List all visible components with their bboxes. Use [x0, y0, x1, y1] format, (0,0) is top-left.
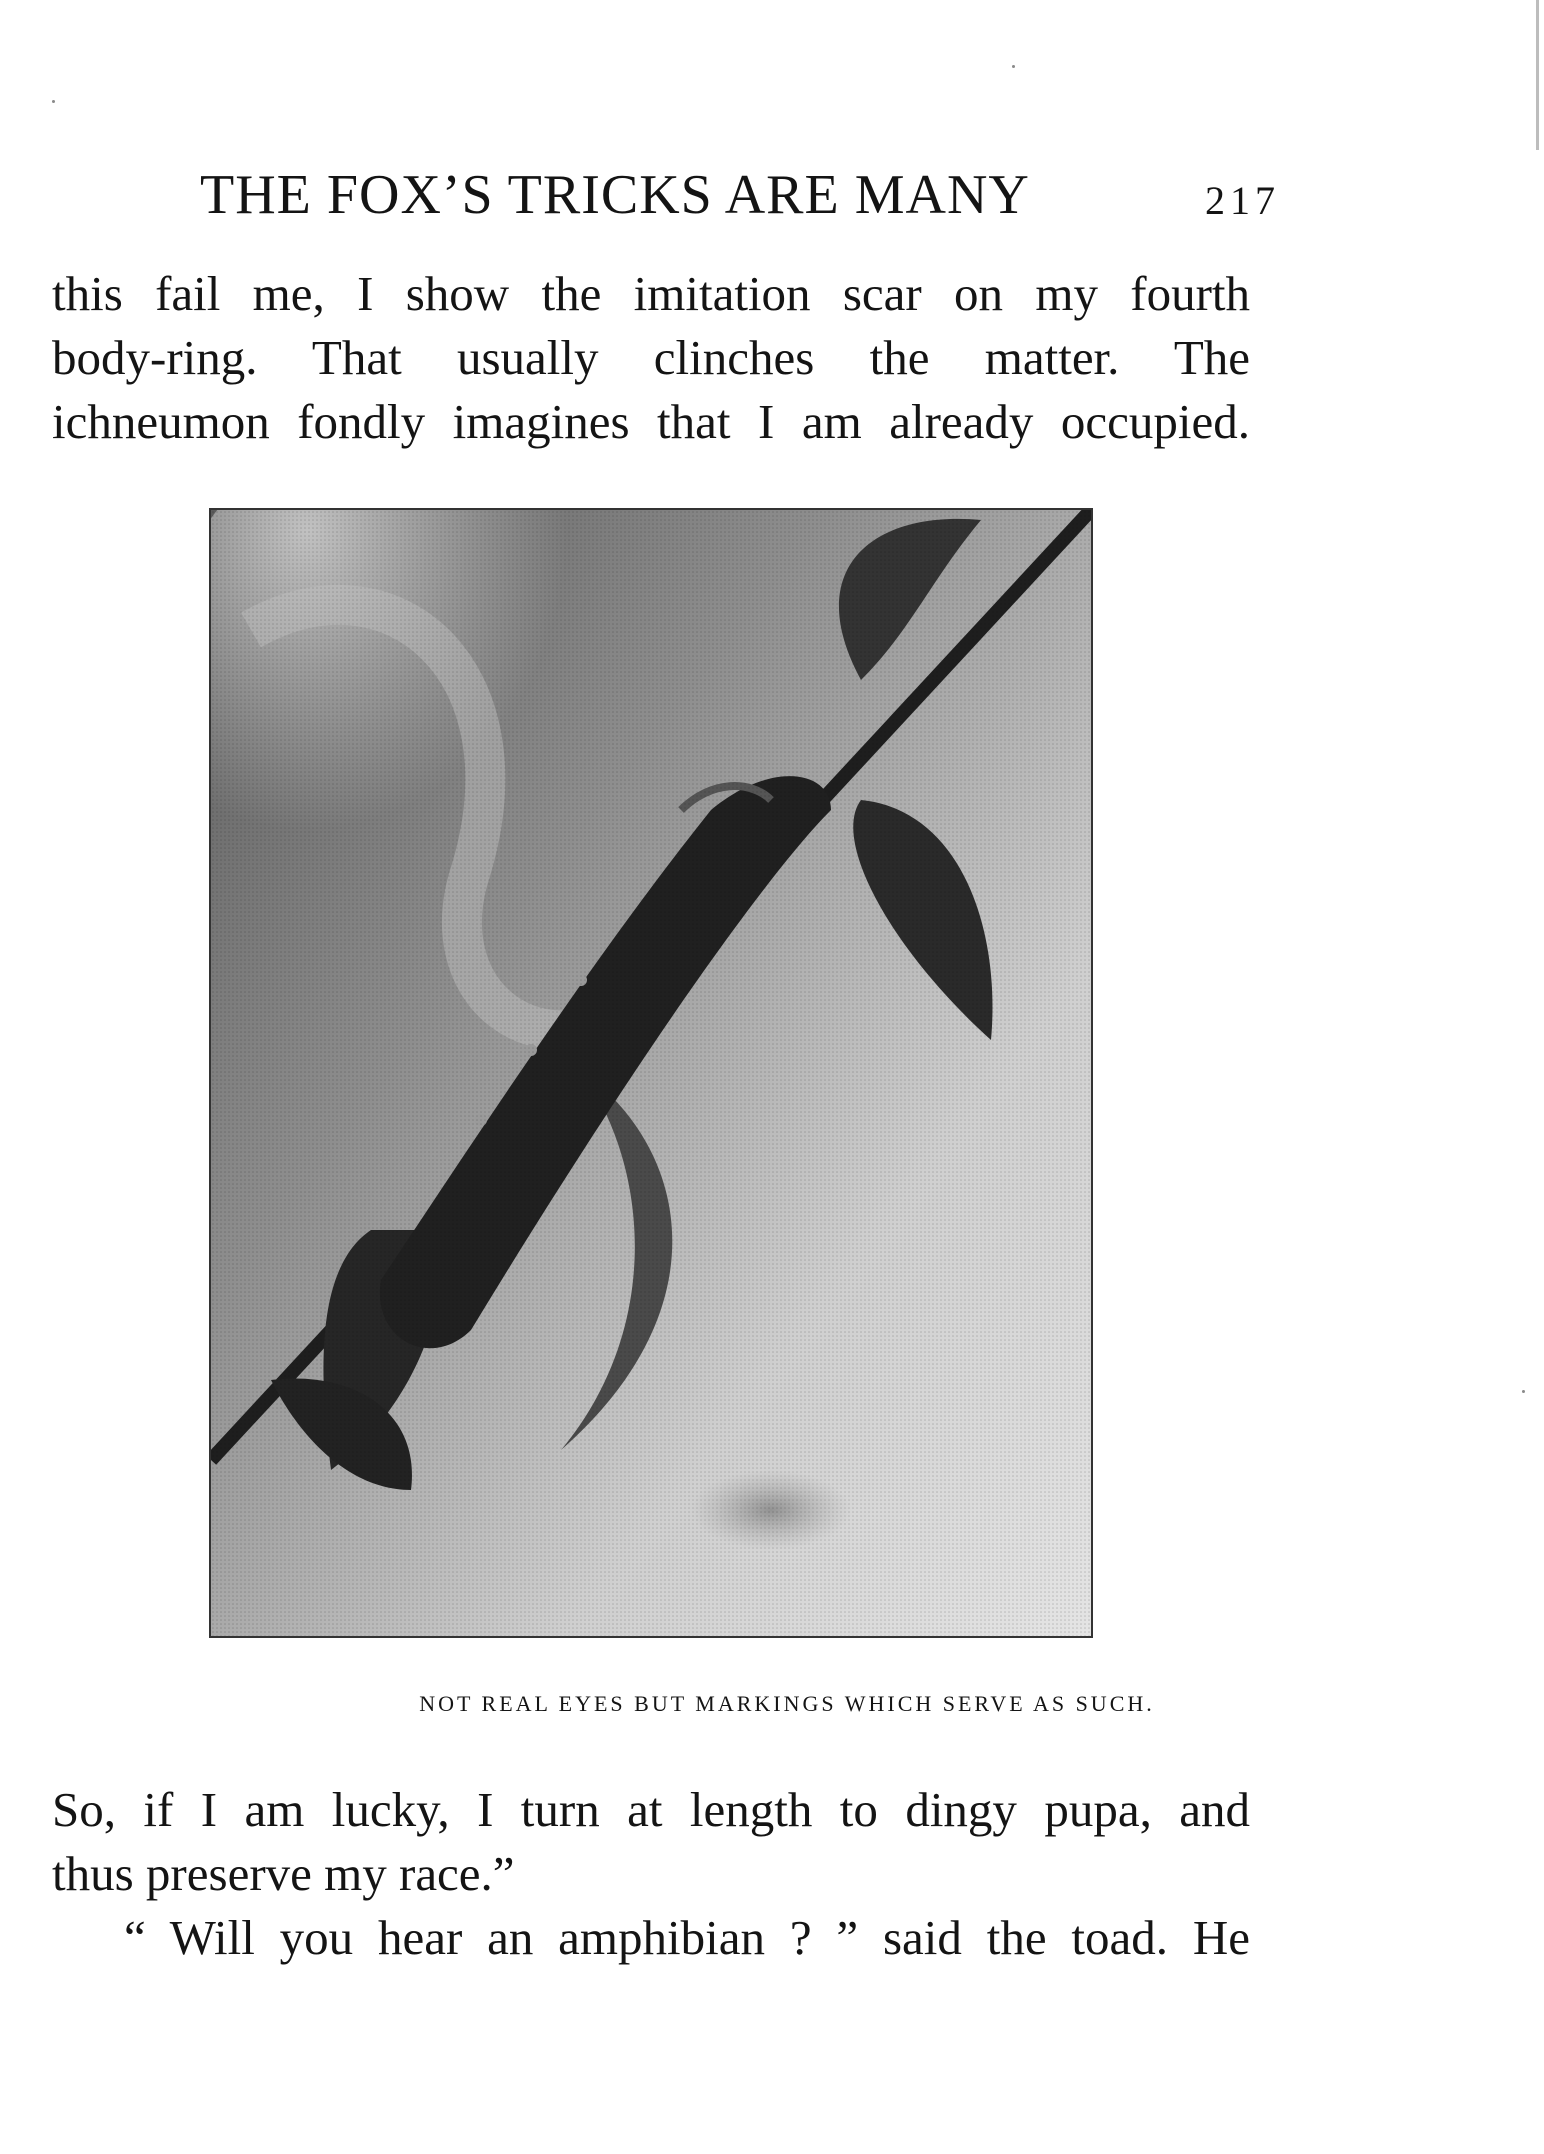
paragraph-bottom	[52, 1778, 1250, 1906]
paragraph-top	[52, 262, 1250, 454]
halftone-screen	[211, 510, 1091, 1636]
text-line: this fail me, I show the imitation scar on my fourth	[52, 266, 1250, 321]
figure-caption: NOT REAL EYES BUT MARKINGS WHICH SERVE AS SUCH.	[419, 1691, 1155, 1716]
text-line: So, if I am lucky, I turn at length to dingy pupa, and	[52, 1782, 1250, 1837]
paragraph-next	[124, 1906, 1250, 1970]
paper-speck	[1012, 65, 1015, 68]
page-edge-mark	[1536, 0, 1539, 150]
paper-speck	[52, 100, 55, 103]
running-title: THE FOX’S TRICKS ARE MANY	[200, 164, 1030, 226]
page-number: 217	[1205, 178, 1280, 223]
text-line: ichneumon fondly imagines that I am already occupied.	[52, 394, 1250, 449]
text-line: body-ring. That usually clinches the matter. The	[52, 330, 1250, 385]
caterpillar-photo	[211, 510, 1091, 1636]
paper-speck	[1522, 1390, 1525, 1393]
text-line: “ Will you hear an amphibian ? ” said the toad. He	[124, 1910, 1250, 1965]
figure-photograph	[209, 508, 1093, 1638]
running-header	[200, 155, 1280, 235]
text-line: thus preserve my race.”	[52, 1846, 515, 1901]
